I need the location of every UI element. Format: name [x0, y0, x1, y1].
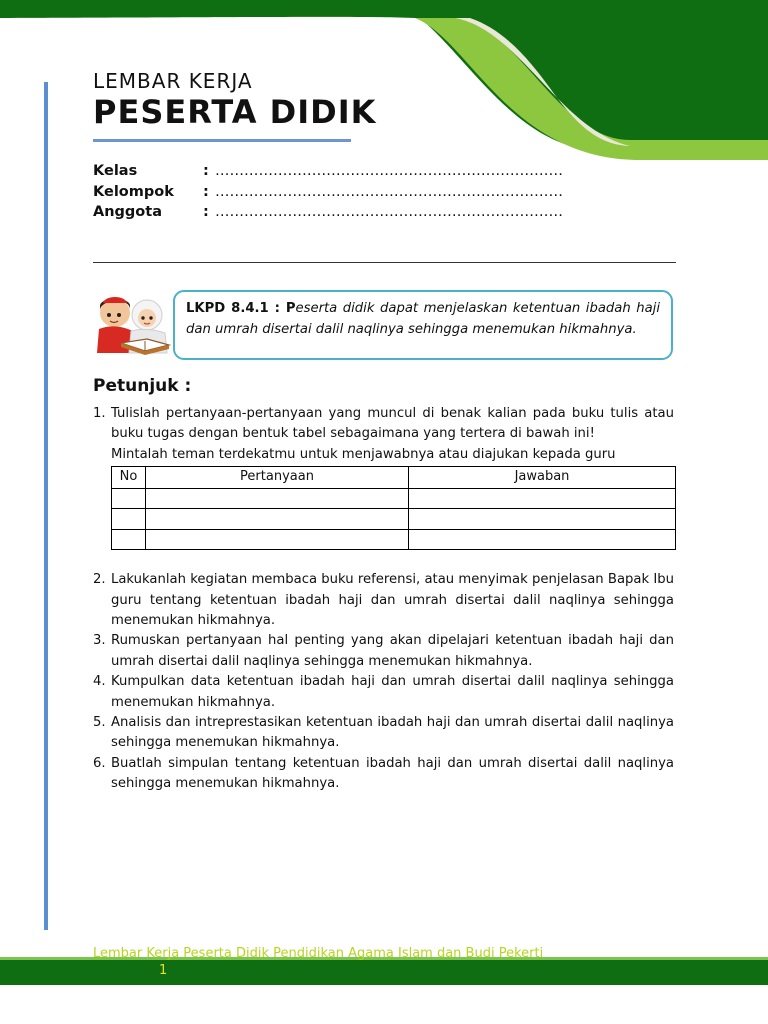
- page-number: 1: [159, 963, 168, 978]
- col-header-no: No: [112, 467, 146, 488]
- instructions-heading: Petunjuk :: [93, 376, 192, 396]
- list-item: [93, 404, 674, 445]
- left-margin-rule: [44, 82, 48, 930]
- instructions-list: [93, 404, 674, 795]
- field-colon: :: [203, 163, 209, 179]
- table-cell[interactable]: [112, 488, 146, 509]
- table-cell[interactable]: [112, 529, 146, 550]
- table-row: [112, 529, 676, 550]
- item-text: Rumuskan pertanyaan hal penting yang akan dipelajari ketentuan ibadah haji dan umrah disertai dalil naqlinya sehingga menemukan hikmahnya.: [111, 633, 674, 669]
- identity-fields: [93, 163, 563, 225]
- footer-text: Lembar Kerja Peserta Didik Pendidikan Agama Islam dan Budi Pekerti: [93, 946, 544, 961]
- item-text: Lakukanlah kegiatan membaca buku referensi, atau menyimak penjelasan Bapak Ibu guru tentang ketentuan ibadah haji dan umrah disertai dalil naqlinya sehingga menemukan hikmahnya.: [111, 572, 674, 628]
- section-divider: [93, 262, 676, 263]
- item-number: 2.: [93, 572, 106, 588]
- reading-kids-illustration: [93, 295, 173, 357]
- field-colon: :: [203, 204, 209, 220]
- field-dots: ………………………………………………………………: [215, 163, 563, 179]
- item-text: Buatlah simpulan tentang ketentuan ibadah haji dan umrah disertai dalil naqlinya sehingga menemukan hikmahnya.: [111, 755, 674, 792]
- question-answer-table: [111, 466, 676, 550]
- col-header-jawaban: Jawaban: [409, 467, 676, 488]
- title-underline: [93, 139, 351, 142]
- table-cell[interactable]: [409, 488, 676, 509]
- item-number: 5.: [93, 714, 106, 730]
- list-item: [93, 631, 674, 672]
- lkpd-objective-box: [173, 290, 673, 360]
- table-cell[interactable]: [409, 529, 676, 550]
- item-number: 3.: [93, 633, 106, 649]
- lkpd-objective-text: eserta didik dapat menjelaskan ketentuan ibadah haji dan umrah disertai dalil naqlinya sehingga menemukan hikmahnya.: [186, 301, 660, 337]
- item-text: Kumpulkan data ketentuan ibadah haji dan umrah disertai dalil naqlinya sehingga menemukan hikmahnya.: [111, 674, 674, 710]
- item-text: Analisis dan intreprestasikan ketentuan ibadah haji dan umrah disertai dalil naqlinya sehingga menemukan hikmahnya.: [111, 714, 674, 751]
- footer-bar: [0, 957, 768, 985]
- list-item: [93, 672, 674, 713]
- item-number: 4.: [93, 674, 106, 690]
- title-small: LEMBAR KERJA: [93, 69, 253, 93]
- table-row: [112, 488, 676, 509]
- field-colon: :: [203, 183, 209, 200]
- table-header-row: [112, 467, 676, 488]
- list-item: [93, 754, 674, 795]
- item-number: 1.: [93, 406, 106, 421]
- item-number: 6.: [93, 755, 106, 771]
- table-cell[interactable]: [146, 509, 409, 530]
- table-cell[interactable]: [146, 529, 409, 550]
- table-row: [112, 509, 676, 530]
- table-cell[interactable]: [146, 488, 409, 509]
- col-header-pertanyaan: Pertanyaan: [146, 467, 409, 488]
- list-item: [93, 713, 674, 754]
- list-item: [93, 570, 674, 631]
- instruction-note: Mintalah teman terdekatmu untuk menjawabnya atau diajukan kepada guru: [111, 446, 616, 462]
- field-dots: ………………………………………………………………: [215, 204, 563, 220]
- field-label: Anggota: [93, 204, 162, 220]
- field-kelompok[interactable]: [93, 184, 563, 205]
- field-kelas[interactable]: [93, 163, 563, 184]
- field-label: Kelas: [93, 163, 138, 179]
- field-anggota[interactable]: [93, 204, 563, 225]
- field-dots: ………………………………………………………………: [215, 183, 563, 200]
- item-text: Tulislah pertanyaan-pertanyaan yang muncul di benak kalian pada buku tulis atau buku tugas dengan bentuk tabel sebagaimana yang tertera di bawah ini!: [111, 406, 674, 442]
- table-cell[interactable]: [112, 509, 146, 530]
- table-cell[interactable]: [409, 509, 676, 530]
- page-title: PESERTA DIDIK: [93, 93, 377, 131]
- field-label: Kelompok: [93, 183, 174, 200]
- lkpd-code: LKPD 8.4.1 : P: [186, 301, 296, 316]
